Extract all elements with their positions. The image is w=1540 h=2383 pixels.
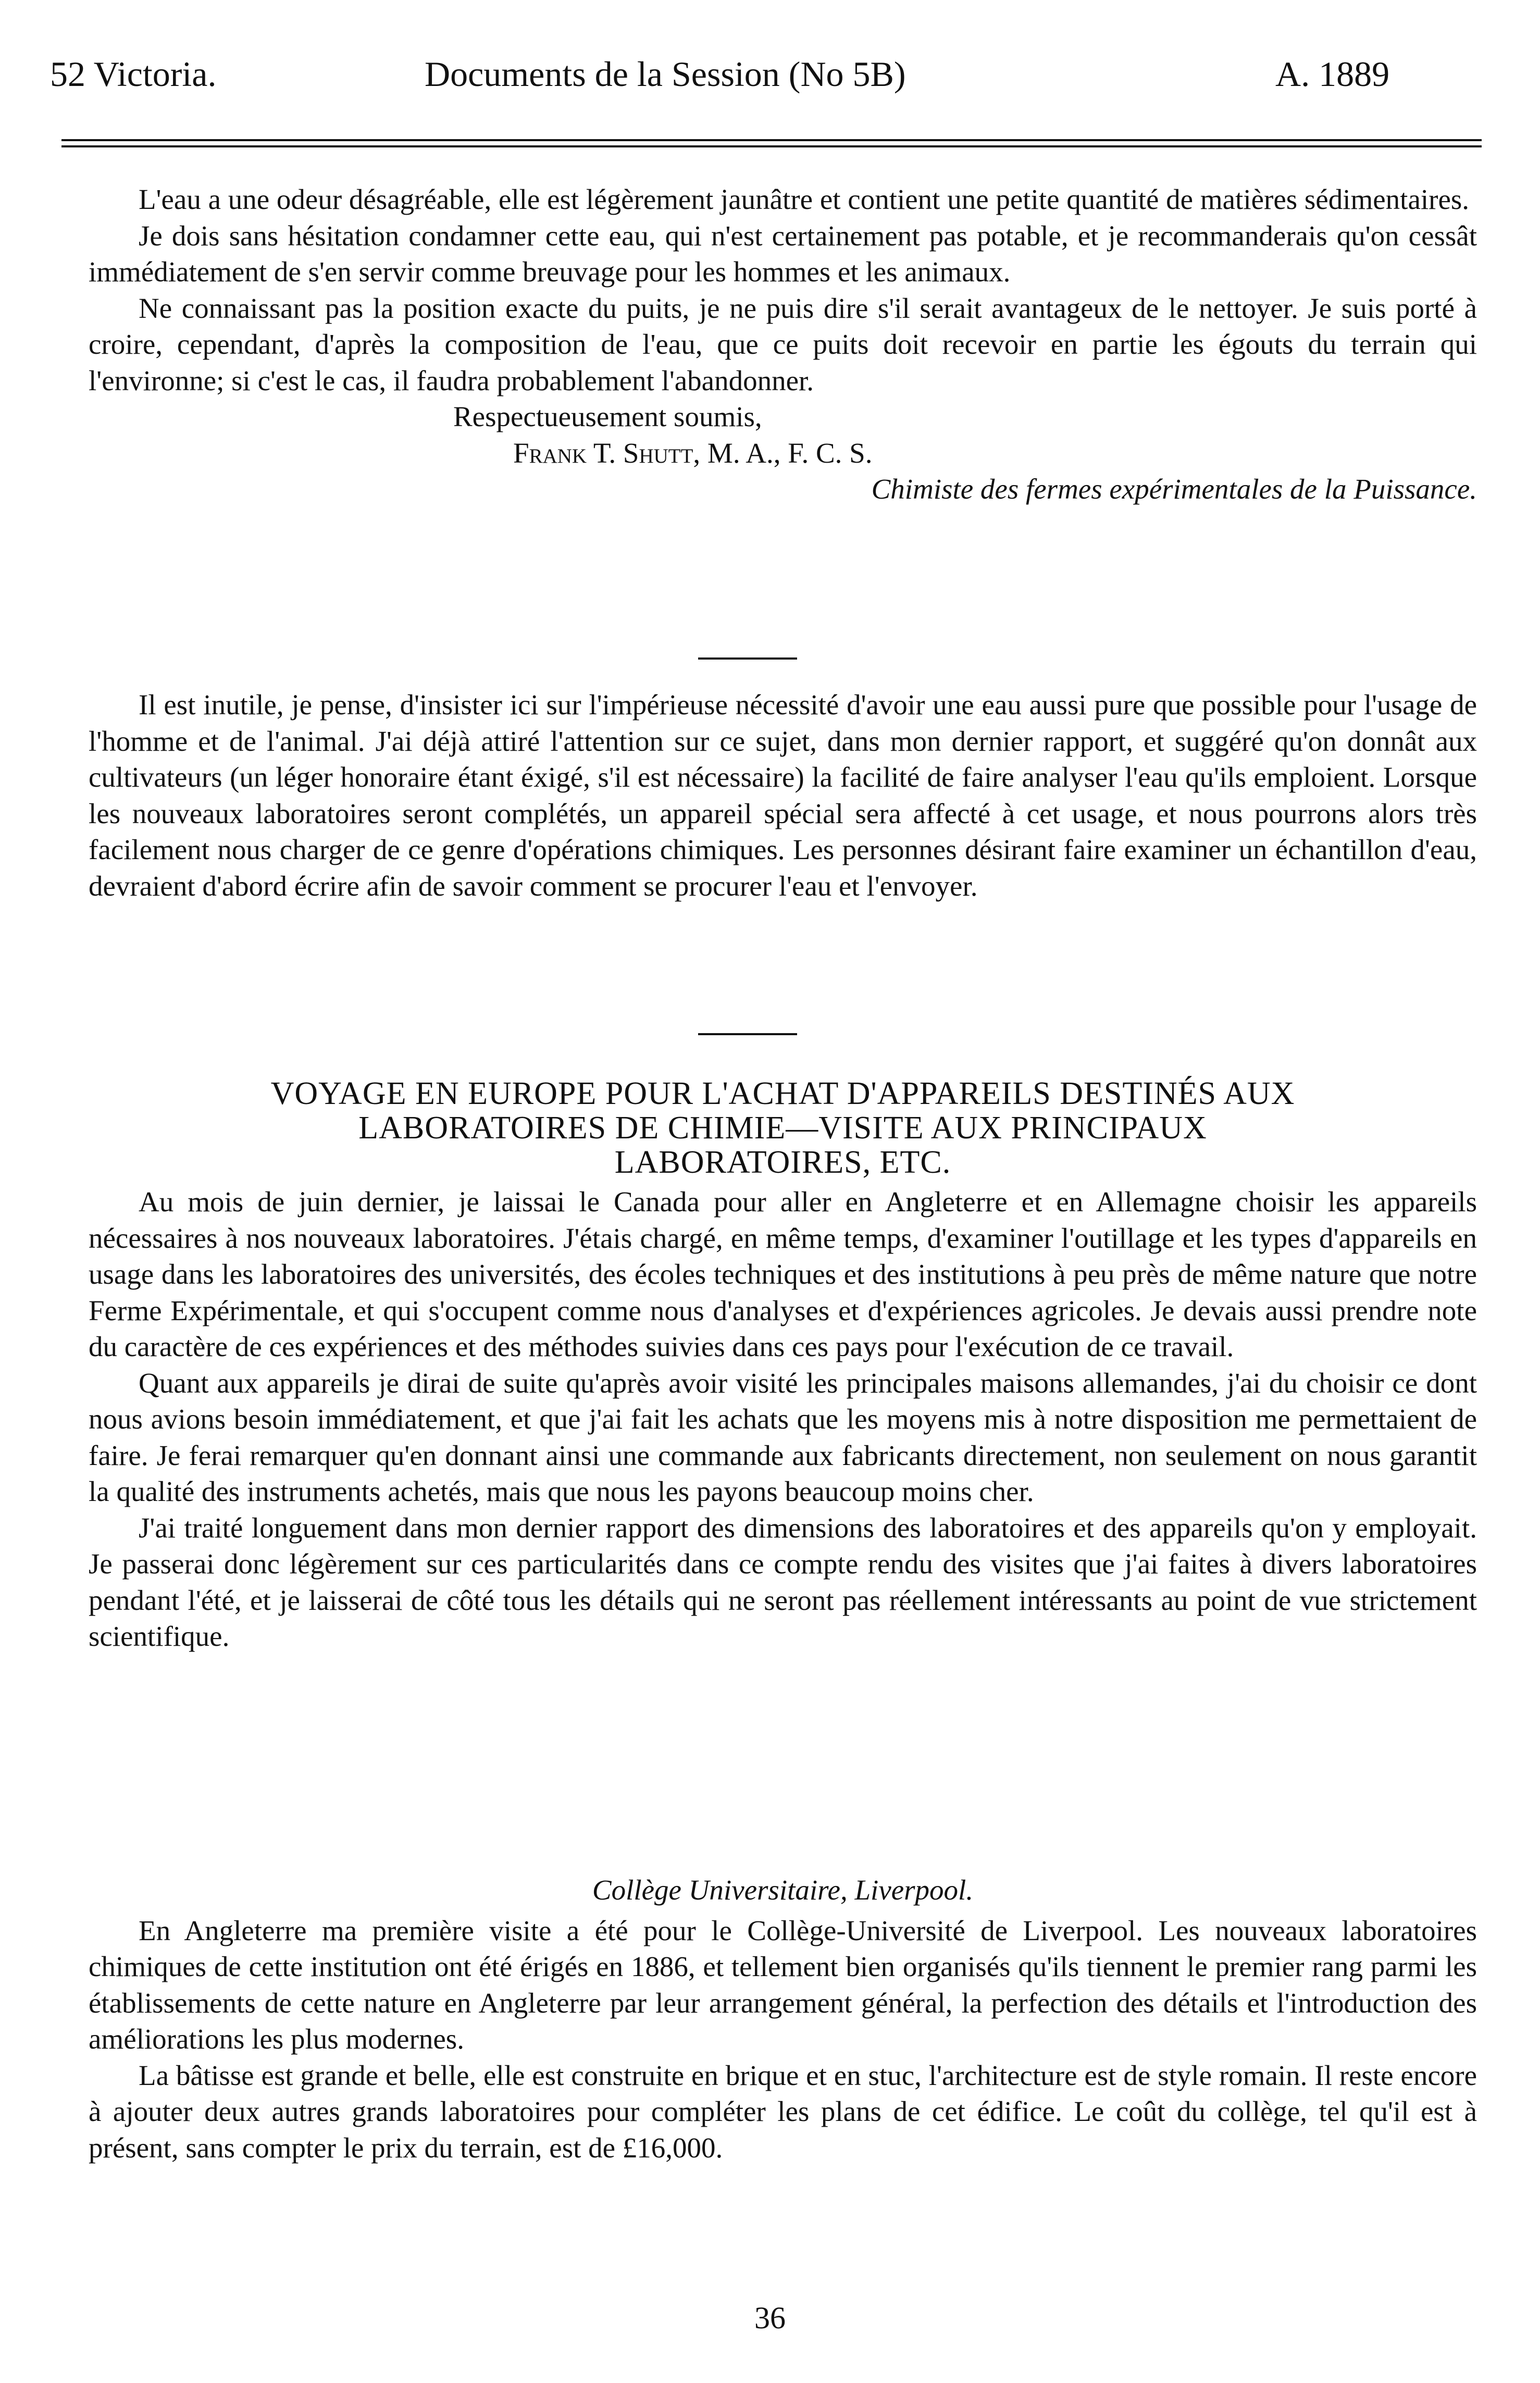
letter-paragraph-2: Je dois sans hésitation condamner cette eau, qui n'est certainement pas potable, et je recommanderais qu'on cessât immédiatement de s'en servir comme breuvage pour les hommes et les animaux. — [89, 219, 1477, 288]
letter-closing: Respectueusement soumis, — [453, 401, 762, 432]
section-divider-2 — [698, 1033, 797, 1035]
liverpool-section — [89, 1872, 1477, 2166]
liverpool-paragraph-1: En Angleterre ma première visite a été pour le Collège-Université de Liverpool. Les nouveaux laboratoires chimiques de cette institution ont été érigés en 1886, et tellement bien organisés qu'ils tiennent le premier rang parmi les établissements de cette nature en Angleterre par leur arrangement général, la perfection des détails et l'introduction des améliorations les plus modernes. — [89, 1914, 1477, 2055]
header-rule-top — [61, 139, 1482, 141]
europe-trip-title-line-3: LABORATOIRES, ETC. — [614, 1145, 951, 1180]
water-analysis-paragraph: Il est inutile, je pense, d'insister ici sur l'impérieuse nécessité d'avoir une eau aussi pure que possible pour l'usage de l'homme et de l'animal. J'ai déjà attiré l'attention sur ce sujet, dans mon dernier rapport, et suggéré qu'on donnât aux cultivateurs (un léger honoraire étant éxigé, s'il est nécessaire) la facilité de faire analyser l'eau qu'ils emploient. Lorsque les nouveaux laboratoires seront complétés, un appareil spécial sera affecté à cet usage, et nous pourrons alors très facilement nous charger de ce genre d'opérations chimiques. Les personnes désirant faire examiner un échantillon d'eau, devraient d'abord écrire afin de savoir comment se procurer l'eau et l'envoyer. — [89, 689, 1477, 902]
letter-block — [89, 181, 1477, 507]
europe-trip-paragraph-1: Au mois de juin dernier, je laissai le Canada pour aller en Angleterre et en Allemagne choisir les appareils nécessaires à nos nouveaux laboratoires. J'étais chargé, en même temps, d'examiner l'outillage et les types d'appareils en usage dans les laboratoires des universités, des écoles techniques et des institutions à peu près de même nature que notre Ferme Expérimentale, et qui s'occupent comme nous d'analyses et d'expériences agricoles. Je devais aussi prendre note du caractère de ces expériences et des méthodes suivies dans ces pays pour l'exécution de ce travail. — [89, 1186, 1477, 1362]
header-year: A. 1889 — [1275, 54, 1390, 94]
liverpool-paragraph-2: La bâtisse est grande et belle, elle est construite en brique et en stuc, l'architecture est de style romain. Il reste encore à ajouter deux autres grands laboratoires pour compléter les plans de cet édifice. Le coût du collège, tel qu'il est à présent, sans compter le prix du terrain, est de £16,000. — [89, 2059, 1477, 2164]
liverpool-heading: Collège Universitaire, Liverpool. — [592, 1874, 974, 1906]
water-analysis-section — [89, 687, 1477, 904]
page-number: 36 — [754, 2301, 786, 2335]
letter-signature-title: Chimiste des fermes expérimentales de la Puissance. — [871, 473, 1477, 505]
section-divider-1 — [698, 657, 797, 660]
europe-trip-paragraph-2: Quant aux appareils je dirai de suite qu'après avoir visité les principales maisons allemandes, j'ai du choisir ce dont nous avions besoin immédiatement, et que j'ai fait les achats que les moyens mis à notre disposition me permettaient de faire. Je ferai remarquer qu'en donnant ainsi une commande aux fabricants directement, non seulement on nous garantit la qualité des instruments achetés, mais que nous les payons beaucoup moins cher. — [89, 1367, 1477, 1507]
europe-trip-section — [89, 1076, 1477, 1655]
europe-trip-title-line-1: VOYAGE EN EUROPE POUR L'ACHAT D'APPAREILS DESTINÉS AUX — [270, 1076, 1295, 1111]
letter-signature: Frank T. Shutt, M. A., F. C. S. — [513, 437, 873, 469]
header-rule-bottom — [61, 145, 1482, 147]
header-document-title: Documents de la Session (No 5B) — [425, 54, 906, 94]
header-session-volume: 52 Victoria. — [50, 54, 217, 94]
europe-trip-title-line-2: LABORATOIRES DE CHIMIE—VISITE AUX PRINCIPAUX — [358, 1110, 1207, 1146]
europe-trip-paragraph-3: J'ai traité longuement dans mon dernier rapport des dimensions des laboratoires et des appareils qu'on y employait. Je passerai donc légèrement sur ces particularités dans ce compte rendu des visites que j'ai faites à divers laboratoires pendant l'été, et je laisserai de côté tous les détails qui ne seront pas réellement intéressants au point de vue strictement scientifique. — [89, 1511, 1477, 1652]
letter-paragraph-3: Ne connaissant pas la position exacte du puits, je ne puis dire s'il serait avantageux de le nettoyer. Je suis porté à croire, cependant, d'après la composition de l'eau, que ce puits doit recevoir en partie les égouts du terrain qui l'environne; si c'est le cas, il faudra probablement l'abandonner. — [89, 292, 1477, 396]
letter-paragraph-1: L'eau a une odeur désagréable, elle est légèrement jaunâtre et contient une petite quantité de matières sédimentaires. — [139, 183, 1470, 215]
